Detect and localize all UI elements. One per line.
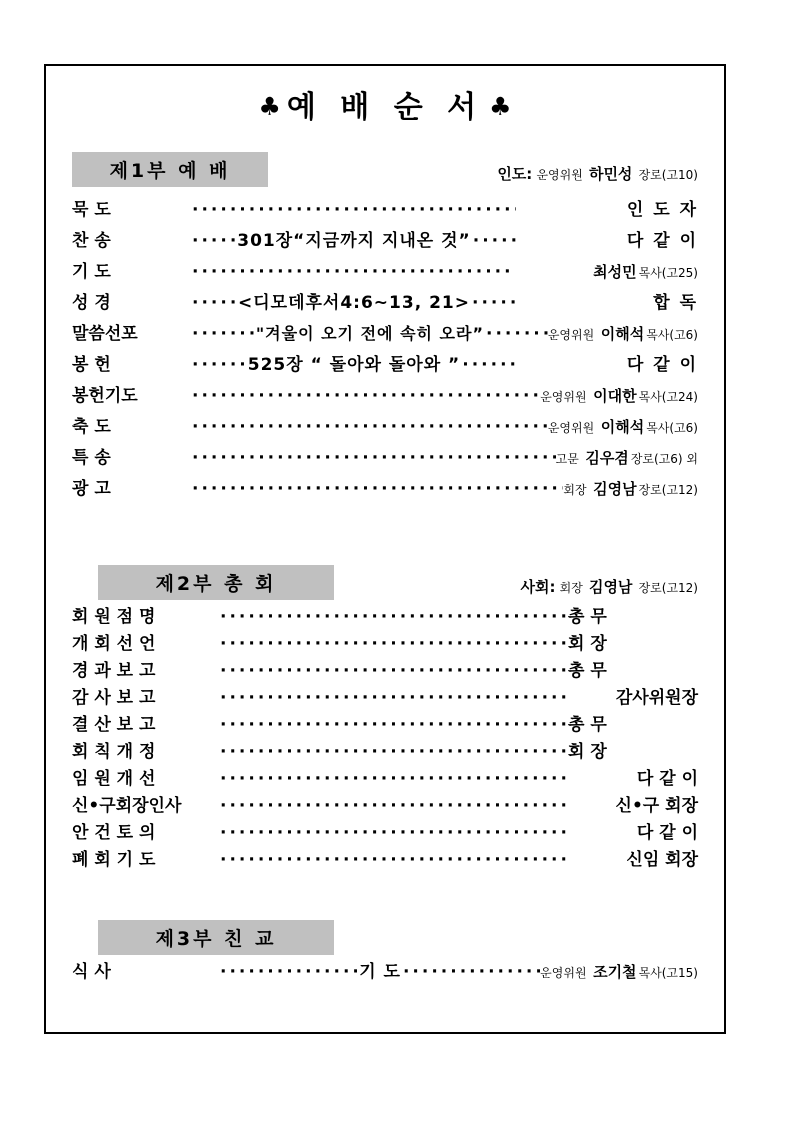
program-value	[548, 323, 698, 344]
program-label: 회 칙 개 정	[72, 742, 156, 762]
part1-leader-title: 장로(고10)	[638, 168, 698, 182]
leader-dots	[192, 448, 556, 468]
part2-leader-name: 김영남	[588, 578, 633, 596]
leader-dots	[220, 688, 568, 708]
program-row	[72, 195, 698, 226]
program-row	[72, 257, 698, 288]
section-band-part3: 제3부 친 교	[98, 920, 334, 955]
part1-leader	[497, 163, 698, 187]
part1-leader-label: 인도:	[497, 165, 533, 183]
program-label: 기 도	[72, 262, 111, 282]
person-title: 장로(고6) 외	[630, 452, 698, 466]
part2-leader-label: 사회:	[520, 578, 556, 596]
program-row	[72, 957, 698, 984]
program-row	[72, 288, 698, 319]
program-value: 다 같 이	[636, 823, 698, 843]
part1-leader-name: 하민성	[588, 165, 633, 183]
program-value: 회 장	[568, 634, 607, 654]
program-label: 식 사	[72, 962, 111, 982]
leader-dots	[220, 850, 568, 870]
program-label: 봉 헌	[72, 355, 111, 375]
program-row	[72, 412, 698, 443]
program-label: 특 송	[72, 448, 111, 468]
program-value	[548, 416, 698, 437]
person-name: 최성민	[593, 263, 637, 281]
program-row	[72, 764, 698, 791]
person-title: 목사(고6)	[646, 421, 698, 435]
person-role: 운영위원	[540, 966, 587, 980]
leader-dots	[486, 324, 548, 344]
program-row	[72, 474, 698, 505]
program-label: 감 사 보 고	[72, 688, 156, 708]
leader-dots	[192, 293, 236, 313]
leader-dots	[192, 324, 254, 344]
program-value: 합 독	[653, 293, 698, 313]
leader-dots	[192, 355, 246, 375]
program-value: 총 무	[568, 661, 607, 681]
part2-leader	[521, 576, 699, 600]
page-title	[72, 90, 698, 126]
program-label: 축 도	[72, 417, 111, 437]
leader-dots	[473, 231, 516, 251]
program-value: 신임 회장	[626, 850, 698, 870]
program-label: 안 건 토 의	[72, 823, 156, 843]
program-row	[72, 845, 698, 872]
program-value: 총 무	[568, 607, 607, 627]
part2-leader-title: 장로(고12)	[638, 581, 698, 595]
section-band-part2: 제2부 총 회	[98, 565, 334, 600]
program-row	[72, 818, 698, 845]
person-role: 운영위원	[547, 328, 595, 342]
person-role: 회장	[563, 483, 587, 497]
section-spacer	[72, 505, 698, 539]
person-name: 이해석	[600, 418, 645, 436]
leader-dots	[220, 769, 568, 789]
leader-dots	[192, 200, 516, 220]
person-role: 운영위원	[547, 421, 595, 435]
program-label: 말씀선포	[72, 324, 138, 344]
person-title: 목사(고6)	[646, 328, 698, 342]
leader-dots	[220, 823, 568, 843]
program-value: 감사위원장	[615, 688, 698, 708]
clover-icon-left: ♣	[258, 92, 281, 121]
leader-dots	[192, 479, 563, 499]
program-row	[72, 656, 698, 683]
program-label: 찬 송	[72, 231, 111, 251]
leader-dots	[220, 796, 568, 816]
person-title: 장로(고12)	[638, 483, 698, 497]
program-value	[563, 478, 698, 499]
program-label: 개 회 선 언	[72, 634, 156, 654]
program-label: 경 과 보 고	[72, 661, 156, 681]
program-value	[510, 261, 698, 282]
program-row	[72, 737, 698, 764]
person-name: 이해석	[600, 325, 645, 343]
program-label: 폐 회 기 도	[72, 850, 156, 870]
program-row	[72, 381, 698, 412]
program-value: 다 같 이	[636, 769, 698, 789]
part1-program-list	[72, 195, 698, 505]
leader-dots	[472, 293, 516, 313]
program-detail: 525장 “ 돌아와 돌아와 ”	[247, 355, 461, 375]
program-label: 임 원 개 선	[72, 769, 156, 789]
leader-dots	[192, 231, 235, 251]
person-role: 고문	[555, 452, 579, 466]
part2-leader-role: 회장	[559, 581, 583, 595]
program-label: 회 원 점 명	[72, 607, 156, 627]
person-role: 운영위원	[540, 390, 587, 404]
section-spacer	[72, 872, 698, 894]
leader-dots	[192, 417, 548, 437]
program-detail: 기 도	[359, 962, 401, 982]
person-title: 목사(고15)	[638, 966, 698, 980]
program-row	[72, 319, 698, 350]
person-name: 이대한	[593, 387, 637, 405]
leader-dots	[220, 661, 568, 681]
leader-dots	[462, 355, 516, 375]
person-title: 목사(고25)	[638, 266, 698, 280]
leader-dots	[220, 634, 568, 654]
program-row	[72, 791, 698, 818]
part2-program-list	[72, 602, 698, 872]
leader-dots	[220, 607, 568, 627]
person-name: 김영남	[593, 480, 637, 498]
program-value: 다 같 이	[626, 355, 698, 375]
program-value	[556, 447, 698, 468]
program-value: 회 장	[568, 742, 607, 762]
program-row	[72, 443, 698, 474]
person-name: 김우겸	[585, 449, 629, 467]
program-detail: <디모데후서4:6~13, 21>	[238, 293, 470, 313]
part3-program-list	[72, 957, 698, 984]
section-header-part2	[72, 565, 698, 600]
person-title: 목사(고24)	[638, 390, 698, 404]
page-title-text: 예 배 순 서	[286, 90, 484, 125]
program-row	[72, 710, 698, 737]
program-row	[72, 602, 698, 629]
program-value: 총 무	[568, 715, 607, 735]
program-label: 광 고	[72, 479, 111, 499]
leader-dots	[220, 962, 357, 982]
program-label: 결 산 보 고	[72, 715, 156, 735]
program-detail: "겨울이 오기 전에 속히 오라”	[255, 324, 484, 343]
program-row	[72, 226, 698, 257]
clover-icon-right: ♣	[489, 92, 512, 121]
part1-leader-role: 운영위원	[536, 168, 583, 182]
person-name: 조기철	[593, 963, 637, 981]
leader-dots	[403, 962, 540, 982]
program-row	[72, 629, 698, 656]
program-row	[72, 350, 698, 381]
section-header-part1	[72, 152, 698, 187]
program-value: 다 같 이	[626, 231, 698, 251]
program-label: 성 경	[72, 293, 111, 313]
program-value: 신•구 회장	[615, 796, 698, 816]
program-value	[540, 385, 698, 406]
program-label: 신•구회장인사	[72, 796, 182, 816]
section-header-part3	[72, 920, 698, 955]
section-band-part1: 제1부 예 배	[72, 152, 268, 187]
document-border	[44, 64, 726, 1034]
leader-dots	[220, 742, 568, 762]
program-value: 인 도 자	[626, 200, 698, 220]
program-detail: 301장“지금까지 지내온 것”	[237, 231, 471, 251]
leader-dots	[192, 262, 510, 282]
program-row	[72, 683, 698, 710]
program-label: 묵 도	[72, 200, 111, 220]
leader-dots	[220, 715, 568, 735]
program-value	[540, 961, 698, 982]
program-label: 봉헌기도	[72, 386, 138, 406]
leader-dots	[192, 386, 540, 406]
